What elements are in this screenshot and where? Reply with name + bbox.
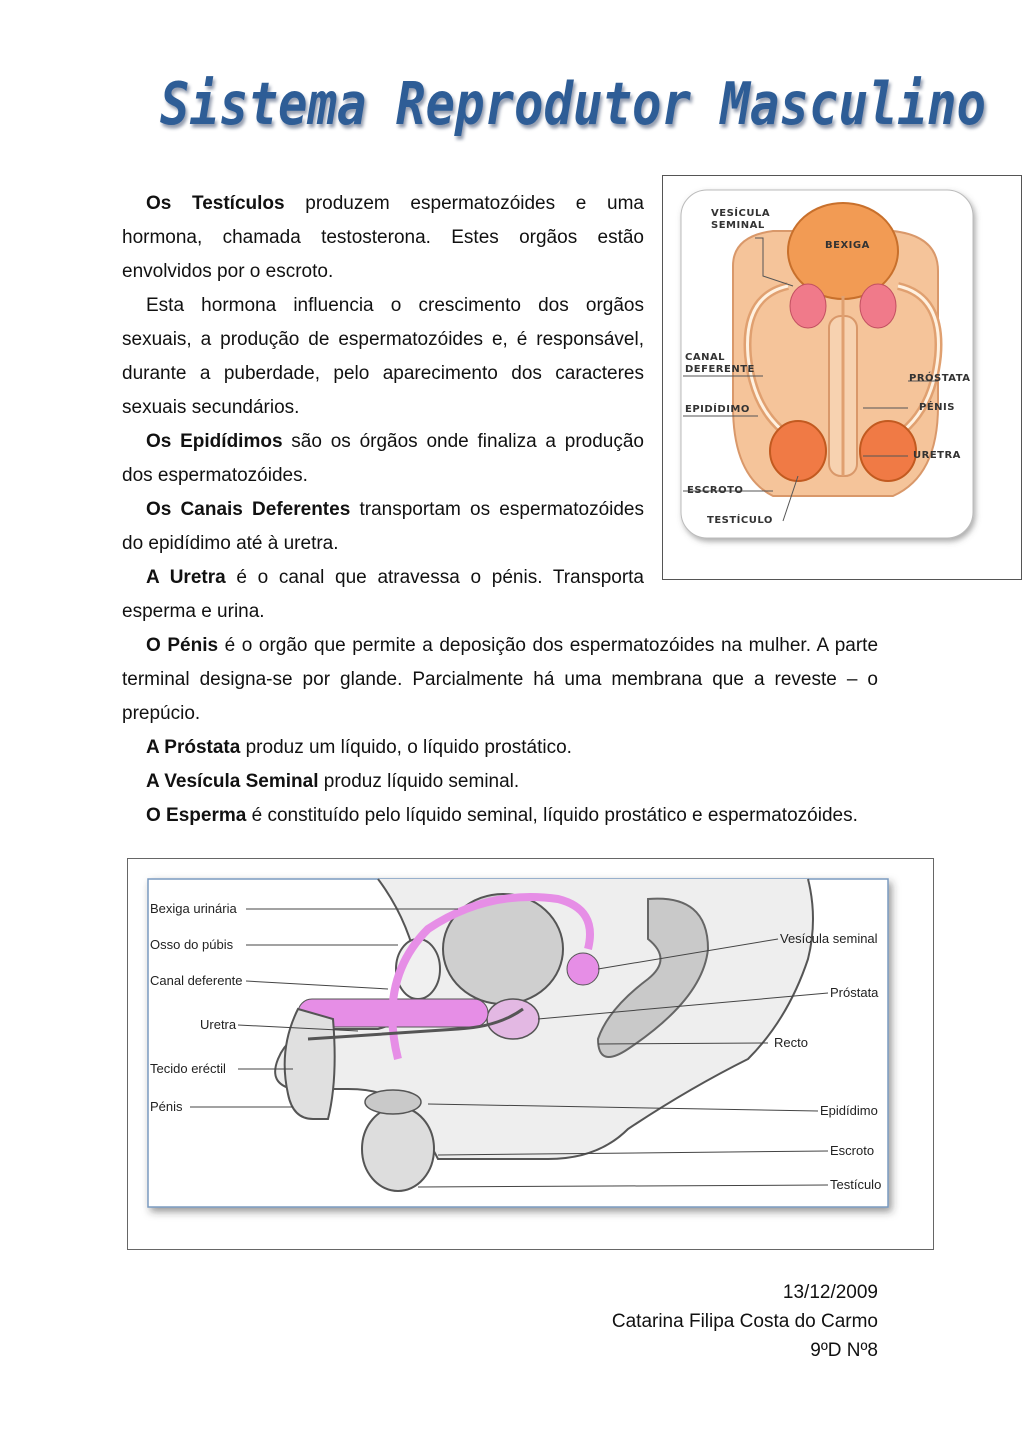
- label-epididimo: EPIDÍDIMO: [685, 404, 750, 415]
- label-canal-2: DEFERENTE: [685, 364, 755, 375]
- signature-date: 13/12/2009: [782, 1282, 878, 1303]
- label-penis: PÉNIS: [919, 402, 955, 413]
- paragraph-canais: [122, 493, 644, 561]
- label2-canal: Canal deferente: [150, 973, 243, 988]
- term-prostata: A Próstata: [146, 737, 241, 758]
- text-canais: transportam os espermatozóides do epidídimo até à uretra.: [122, 499, 644, 554]
- epididymis-shape: [365, 1090, 421, 1114]
- frontal-anatomy-figure: [662, 175, 1022, 580]
- label-escroto: ESCROTO: [687, 485, 744, 496]
- text-prostata: produz um líquido, o líquido prostático.: [240, 737, 572, 758]
- paragraph-penis: [122, 629, 878, 731]
- label2-testiculo: Testículo: [830, 1177, 882, 1192]
- term-penis: O Pénis: [146, 635, 219, 656]
- signature-name: Catarina Filipa Costa do Carmo: [611, 1311, 878, 1332]
- text-uretra: é o canal que atravessa o pénis. Transporta esperma e urina.: [122, 567, 645, 622]
- label-vesicula-2: SEMINAL: [711, 220, 765, 231]
- sagittal-anatomy-diagram: [128, 859, 933, 1249]
- frontal-anatomy-diagram: [663, 176, 1021, 579]
- text-penis: é o orgão que permite a deposição dos espermatozóides na mulher. A parte terminal designa-se por glande. Parcialmente há uma membrana que a reveste – o prepúcio.: [122, 635, 879, 724]
- seminal-vesicle-left: [790, 284, 826, 328]
- text-hormona: Esta hormona influencia o crescimento dos orgãos sexuais, a produção de espermatozóides e, é responsável, durante a puberdade, pelo aparecimento dos caracteres sexuais secundários.: [122, 295, 644, 418]
- label2-prostata: Próstata: [830, 985, 879, 1000]
- term-esperma: O Esperma: [146, 805, 247, 826]
- label2-tecido: Tecido eréctil: [150, 1061, 226, 1076]
- text-epididimos: são os órgãos onde finaliza a produção dos espermatozóides.: [122, 431, 644, 486]
- seminal-vesicle-right: [860, 284, 896, 328]
- term-uretra: A Uretra: [146, 567, 226, 588]
- seminal-vesicle: [567, 953, 599, 985]
- label2-uretra: Uretra: [200, 1017, 237, 1032]
- text-esperma: é constituído pelo líquido seminal, líquido prostático e espermatozóides.: [246, 805, 858, 826]
- paragraph-uretra: [122, 561, 644, 629]
- paragraph-prostata: [122, 731, 878, 765]
- label2-recto: Recto: [774, 1035, 808, 1050]
- label-prostata: PRÓSTATA: [909, 373, 971, 384]
- label-canal-1: CANAL: [685, 352, 726, 363]
- term-epididimos: Os Epidídimos: [146, 431, 283, 452]
- term-vesicula: A Vesícula Seminal: [146, 771, 319, 792]
- term-canais: Os Canais Deferentes: [146, 499, 351, 520]
- paragraph-hormona: [122, 289, 644, 425]
- label2-osso: Osso do púbis: [150, 937, 234, 952]
- label2-penis: Pénis: [150, 1099, 183, 1114]
- label2-vesicula: Vesícula seminal: [780, 931, 878, 946]
- text-vesicula: produz líquido seminal.: [318, 771, 520, 792]
- penis-shape: [285, 1009, 335, 1119]
- paragraph-esperma: [122, 799, 878, 833]
- label-vesicula-1: VESÍCULA: [711, 208, 771, 219]
- paragraph-epididimos: [122, 425, 644, 493]
- label2-epididimo: Epidídimo: [820, 1103, 878, 1118]
- testicle-left: [770, 421, 826, 481]
- testicle-right: [860, 421, 916, 481]
- term-testiculos: Os Testículos: [146, 193, 285, 214]
- testicle-shape: [362, 1107, 434, 1191]
- signature-class: 9ºD Nº8: [810, 1340, 878, 1361]
- label2-bexiga: Bexiga urinária: [150, 901, 237, 916]
- prostate-shape: [487, 999, 539, 1039]
- label-bexiga: BEXIGA: [825, 240, 870, 251]
- page-title: Sistema Reprodutor Masculino: [160, 70, 987, 139]
- sagittal-anatomy-figure: [127, 858, 934, 1250]
- label2-escroto: Escroto: [830, 1143, 875, 1158]
- label-uretra: URETRA: [913, 450, 961, 461]
- paragraph-testiculos: [122, 187, 644, 289]
- label-testiculo: TESTÍCULO: [707, 515, 773, 526]
- signature-block: [520, 1278, 878, 1365]
- paragraph-vesicula: [122, 765, 878, 799]
- text-testiculos: produzem espermatozóides e uma hormona, chamada testosterona. Estes orgãos estão envolvidos por o escroto.: [122, 193, 645, 282]
